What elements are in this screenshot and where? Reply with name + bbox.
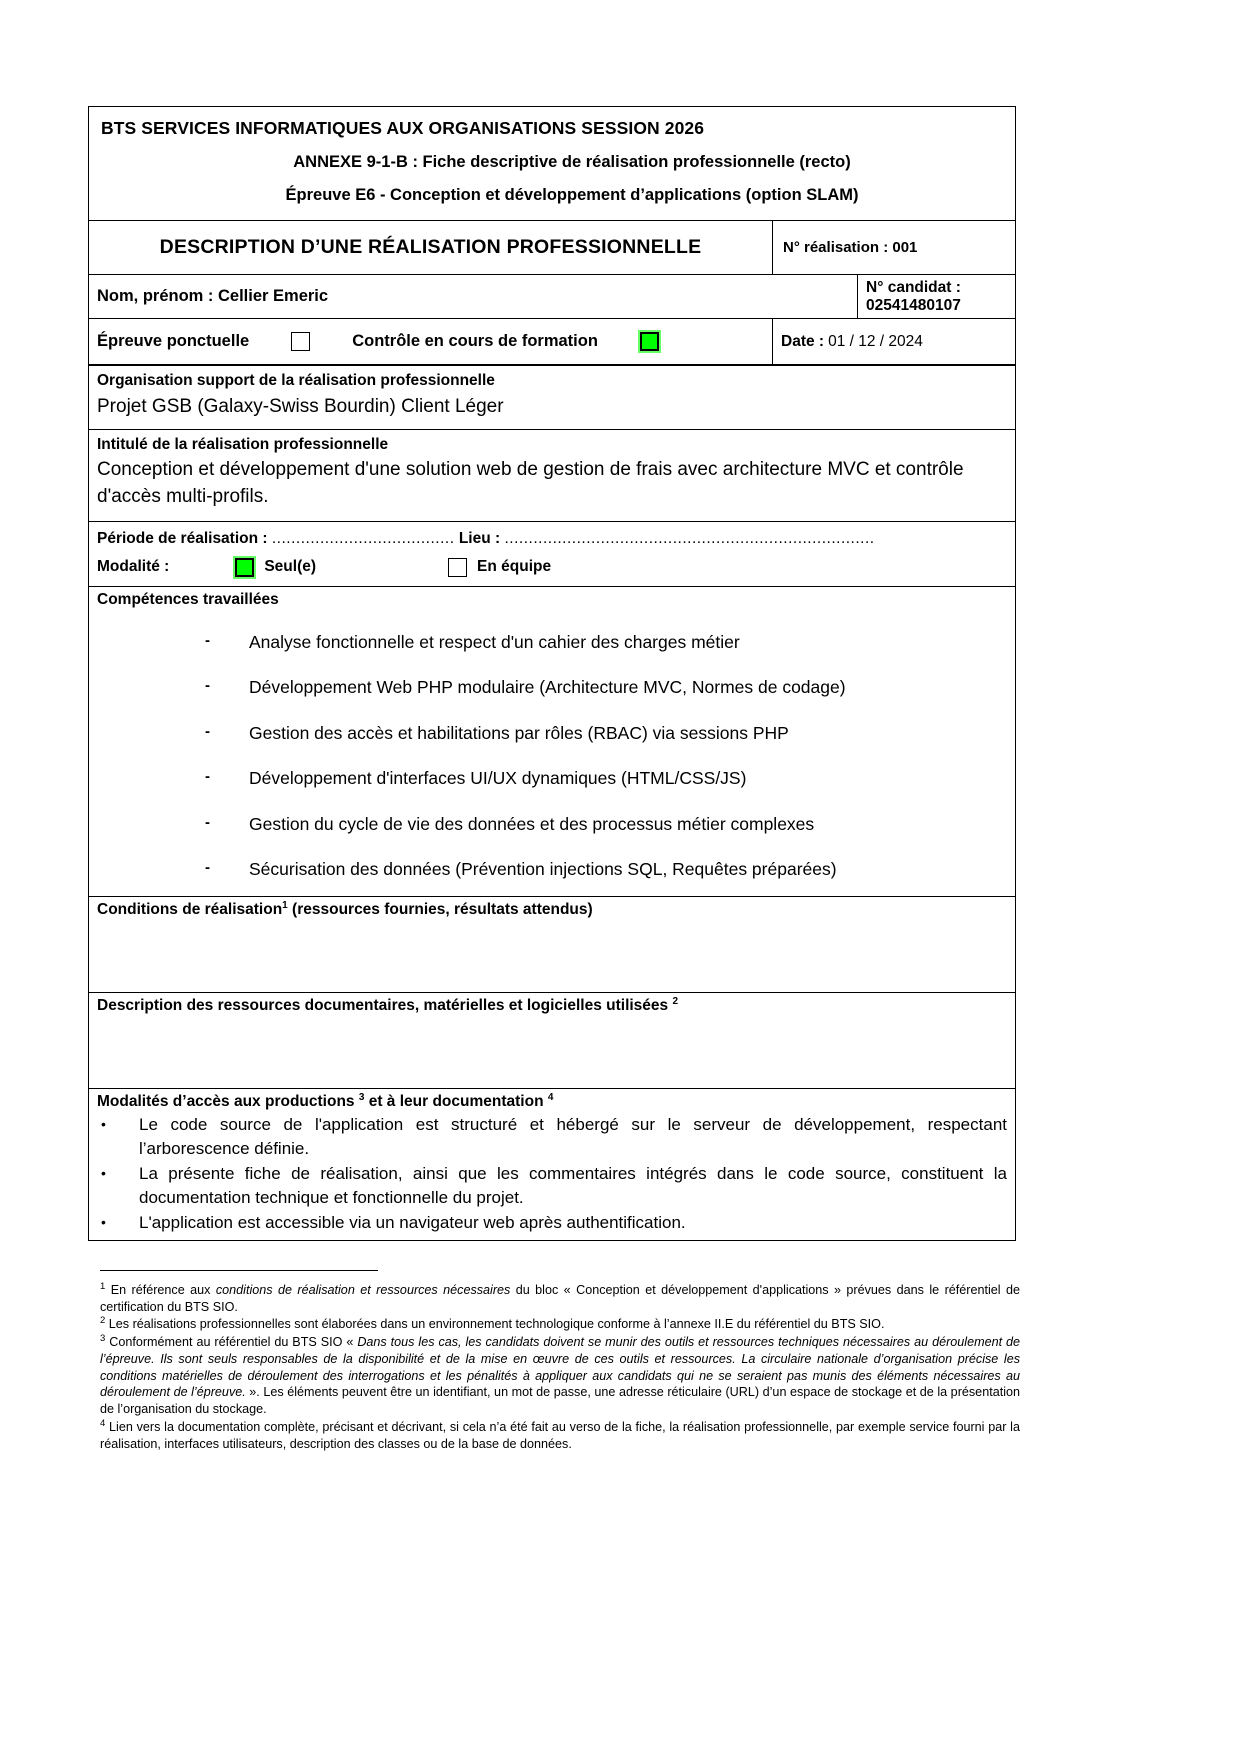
competences-list	[97, 630, 1007, 882]
conditions-label-post: (ressources fournies, résultats attendus)	[287, 900, 593, 918]
form-header	[88, 106, 1016, 221]
periode-modalite-section	[88, 522, 1016, 587]
periode-line	[97, 527, 1007, 550]
competence-text: Sécurisation des données (Prévention injections SQL, Requêtes préparées)	[249, 859, 837, 880]
footnote-4-body	[100, 1417, 1020, 1451]
bullet-dash-icon: -	[205, 768, 210, 786]
acces-label-mid: et à leur documentation	[364, 1092, 548, 1110]
footnote-2-body	[109, 1317, 885, 1331]
competence-text: Gestion des accès et habilitations par rôles (RBAC) via sessions PHP	[249, 722, 789, 743]
competence-text: Analyse fonctionnelle et respect d'un cahier des charges métier	[249, 631, 740, 652]
footnote-marker: 3	[100, 1333, 106, 1345]
footnote-segment: Conformément au référentiel du BTS SIO «	[109, 1335, 358, 1350]
exam-date-field	[772, 319, 1015, 364]
footnote-segment: ». Les éléments peuvent être un identifiant, un mot de passe, une adresse réticulaire (URL) d’un espace de stockage et de la présentation de l’organisation du stockage.	[100, 1385, 1021, 1417]
competence-text: Gestion du cycle de vie des données et des processus métier complexes	[249, 813, 815, 834]
list-item	[97, 1162, 1007, 1210]
competences-section	[88, 587, 1016, 897]
footnote-marker: 1	[100, 1280, 106, 1292]
lieu-label: Lieu :	[458, 529, 501, 547]
label-controle-cours-formation: Contrôle en cours de formation	[352, 332, 598, 351]
candidate-number-field: N° candidat : 02541480107	[857, 275, 1015, 318]
exam-type-options	[89, 319, 772, 364]
lieu-dots[interactable]: .............................................................................	[504, 529, 875, 547]
competence-text: Développement Web PHP modulaire (Architecture MVC, Normes de codage)	[249, 677, 846, 698]
competences-label: Compétences travaillées	[97, 590, 279, 608]
header-line-epreuve: Épreuve E6 - Conception et développement d’applications (option SLAM)	[285, 186, 859, 205]
footnote-segment: Dans tous les cas, les candidats doivent se munir des outils et ressources techniques nécessaires au déroulement de l’épreuve. Ils sont seuls responsables de la disponibilité et de la mise en œuvre de ces outils et ressources. La circulaire nationale d’organisation précise les conditions matérielles de déroulement des interrogations et les pénalités à appliquer aux candidats qui ne se seraient pas munis des éléments nécessaires au déroulement de l’épreuve.	[100, 1335, 1021, 1400]
footnote-segment: Lien vers la documentation complète, précisant et décrivant, si cela n’a été fait au verso de la fiche, la réalisation professionnelle, par exemple service fourni par la réalisation, interfaces utilisateurs, description des classes ou de la base de données.	[100, 1419, 1020, 1451]
periode-dots[interactable]: ......................................	[271, 529, 455, 547]
ressources-label	[97, 997, 1007, 1015]
ressources-label-pre: Description des ressources documentaires, matérielles et logicielles utilisées	[97, 996, 673, 1014]
list-item	[97, 1211, 1007, 1235]
checkbox-controle-cours-formation[interactable]	[640, 332, 659, 351]
footnote-3	[100, 1334, 1020, 1418]
form-sheet	[88, 106, 1016, 1241]
bullet-dash-icon: -	[205, 631, 210, 649]
footnote-marker: 2	[100, 1315, 106, 1327]
bullet-dash-icon: -	[205, 813, 210, 831]
intitule-section	[88, 430, 1016, 522]
list-item	[97, 721, 1007, 746]
footnote-4	[100, 1419, 1020, 1452]
intitule-label: Intitulé de la réalisation professionnelle	[97, 435, 389, 453]
footnote-segment: Les réalisations professionnelles sont élaborées dans un environnement technologique conforme à l’annexe II.E du référentiel du BTS SIO.	[108, 1317, 885, 1332]
modalites-acces-list	[97, 1113, 1007, 1236]
footnote-separator-rule	[100, 1270, 378, 1271]
candidate-name-field: Nom, prénom : Cellier Emeric	[97, 287, 329, 306]
footnote-segment: En référence aux	[110, 1283, 216, 1297]
organisation-value[interactable]: Projet GSB (Galaxy-Swiss Bourdin) Client Léger	[97, 395, 504, 417]
conditions-label-pre: Conditions de réalisation	[97, 900, 283, 918]
bullet-dash-icon: -	[205, 722, 210, 740]
footnote-segment: du bloc « Conception et développement d'applications » prévues dans le référentiel de certification du BTS SIO.	[100, 1283, 1020, 1314]
checkbox-seul[interactable]	[235, 558, 254, 577]
footnote-ref-4: 4	[547, 1091, 554, 1103]
acces-label-pre: Modalités d’accès aux productions	[97, 1092, 359, 1110]
conditions-realisation-label	[97, 901, 1007, 919]
modalites-acces-section	[88, 1089, 1016, 1242]
bullet-dot-icon: •	[101, 1165, 106, 1182]
footnote-1-body	[100, 1280, 1020, 1314]
footnote-2	[100, 1316, 1020, 1333]
page-title: DESCRIPTION D’UNE RÉALISATION PROFESSIONNELLE	[159, 236, 702, 259]
list-item	[97, 812, 1007, 837]
ressources-section	[88, 993, 1016, 1089]
date-label: Date :	[781, 332, 825, 350]
organisation-section	[88, 365, 1016, 429]
description-title-row	[88, 221, 1016, 275]
modalites-acces-label	[97, 1093, 1007, 1111]
footnote-3-body	[100, 1335, 1020, 1416]
identity-row	[88, 275, 1016, 319]
header-line-exam-session: BTS SERVICES INFORMATIQUES AUX ORGANISATIONS SESSION 2026	[101, 118, 705, 138]
competence-text: Développement d'interfaces UI/UX dynamiques (HTML/CSS/JS)	[249, 768, 747, 789]
periode-label: Période de réalisation :	[97, 529, 268, 547]
bullet-dot-icon: •	[101, 1214, 106, 1231]
footnote-segment: conditions de réalisation et ressources nécessaires	[215, 1283, 511, 1297]
footnote-ref-1: 1	[282, 899, 288, 911]
conditions-realisation-section	[88, 897, 1016, 993]
footnotes-area	[100, 1270, 1020, 1453]
list-item	[97, 630, 1007, 655]
organisation-label: Organisation support de la réalisation professionnelle	[97, 372, 495, 390]
list-item	[97, 766, 1007, 791]
footnote-ref-3: 3	[358, 1091, 365, 1103]
checkbox-en-equipe[interactable]	[448, 558, 467, 577]
realisation-number: N° réalisation : 001	[772, 221, 1015, 274]
intitule-value[interactable]: Conception et développement d'une solution web de gestion de frais avec architecture MVC et contrôle d'accès multi-profils.	[97, 459, 964, 507]
acces-text: La présente fiche de réalisation, ainsi que les commentaires intégrés dans le code source, constituent la documentation technique et fonctionnelle du projet.	[139, 1164, 1007, 1208]
header-line-annexe: ANNEXE 9-1-B : Fiche descriptive de réalisation professionnelle (recto)	[293, 152, 851, 171]
list-item	[97, 857, 1007, 882]
exam-type-row	[88, 319, 1016, 365]
modalite-label: Modalité :	[97, 558, 170, 576]
bullet-dash-icon: -	[205, 859, 210, 877]
list-item	[97, 675, 1007, 700]
footnote-marker: 4	[100, 1417, 106, 1429]
list-item	[97, 1113, 1007, 1161]
footnote-ref-2: 2	[672, 995, 679, 1007]
bullet-dot-icon: •	[101, 1115, 106, 1132]
label-seul: Seul(e)	[264, 558, 317, 576]
footnote-1	[100, 1282, 1020, 1315]
acces-text: Le code source de l'application est structuré et hébergé sur le serveur de développement, respectant l’arborescence définie.	[139, 1114, 1007, 1158]
checkbox-epreuve-ponctuelle[interactable]	[291, 332, 310, 351]
acces-text: L'application est accessible via un navigateur web après authentification.	[139, 1213, 686, 1233]
date-value: 01 / 12 / 2024	[828, 332, 923, 350]
modalite-line	[97, 558, 1007, 577]
label-epreuve-ponctuelle: Épreuve ponctuelle	[97, 332, 250, 351]
label-en-equipe: En équipe	[477, 558, 552, 576]
bullet-dash-icon: -	[205, 677, 210, 695]
